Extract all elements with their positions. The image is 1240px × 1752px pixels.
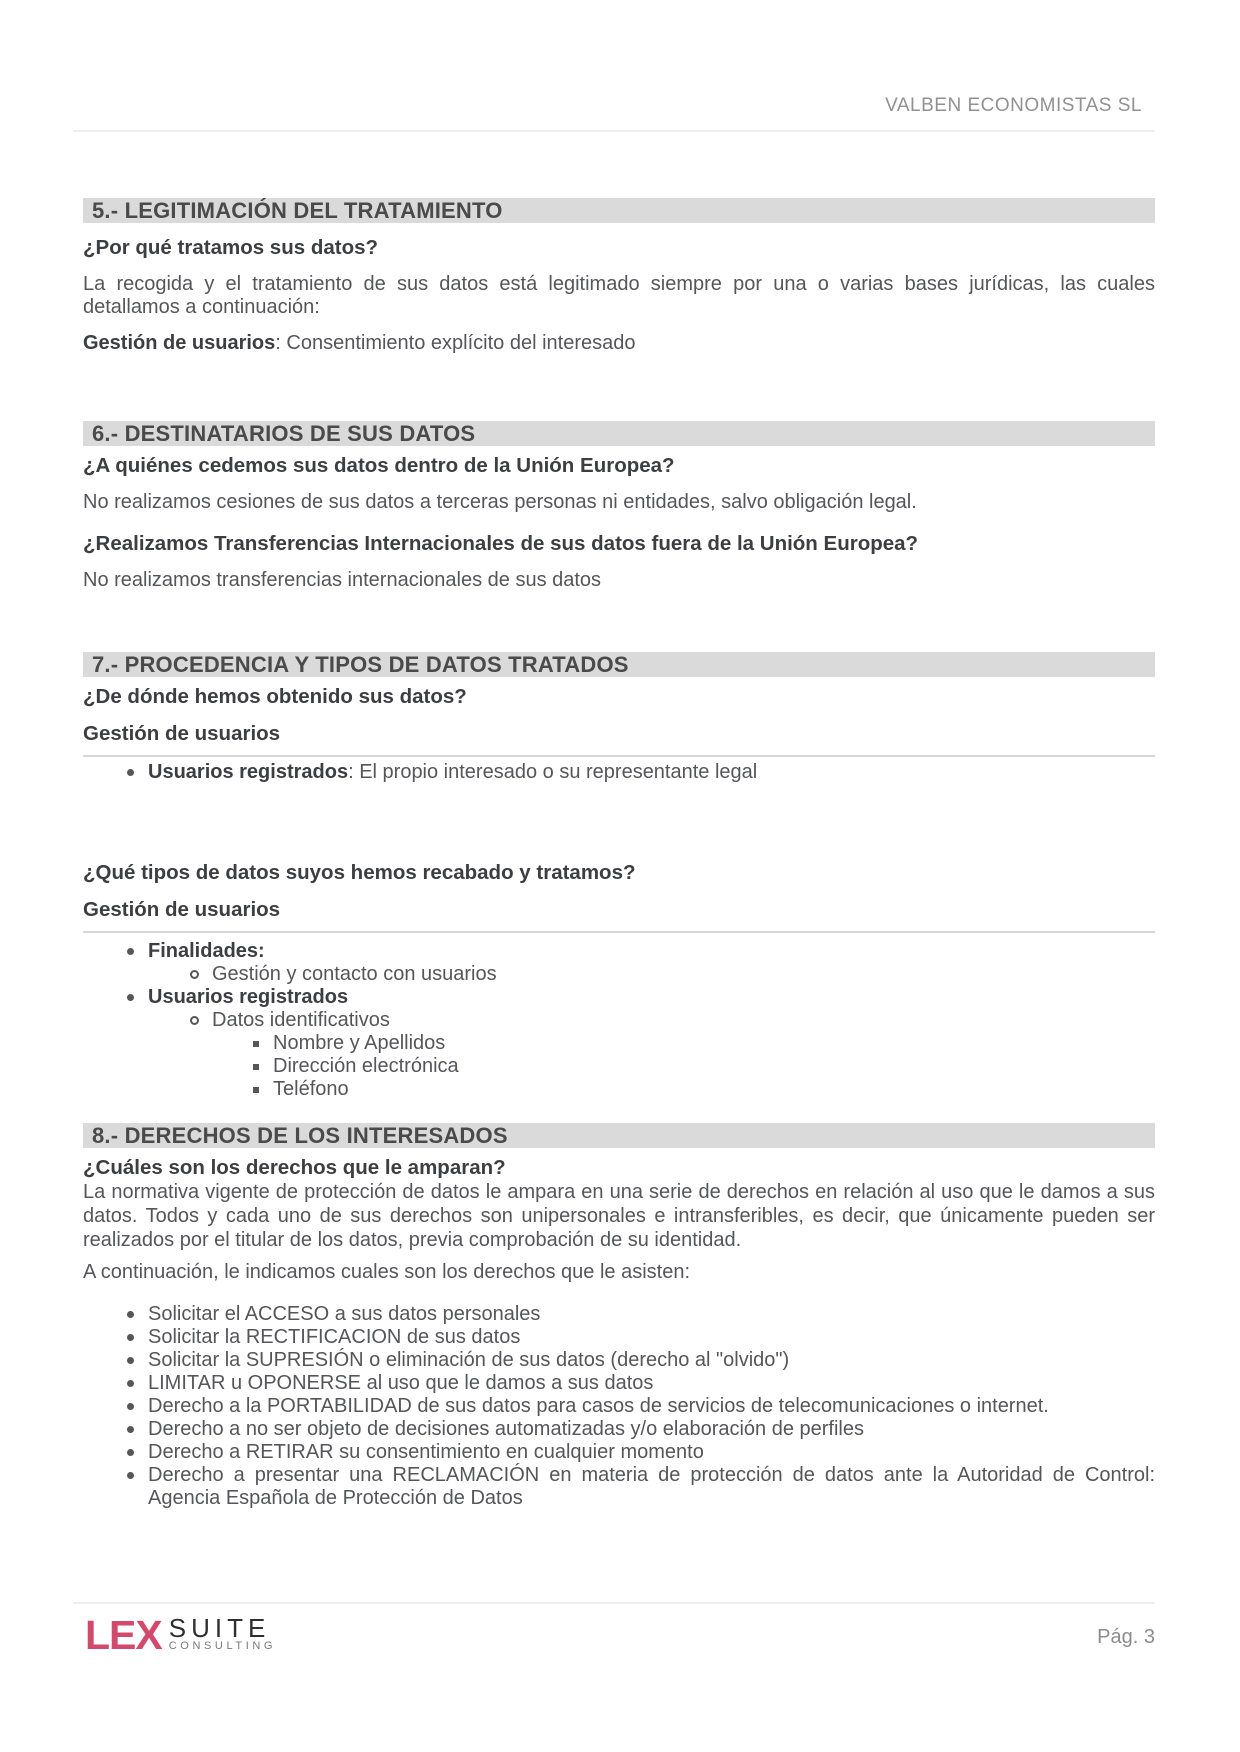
section-8-paragraph-1: La normativa vigente de protección de datos le ampara en una serie de derechos en relación al uso que le damos a sus datos. Todos y cada uno de sus derechos son unipersonales e intransferibles, es decir, que únicamente pueden ser realizados por el titular de los datos, previa comprobación de su identidad. (83, 1181, 1155, 1251)
section-7-title-bar (83, 652, 1155, 677)
list-item (83, 1078, 1155, 1101)
data-types-list (83, 940, 1155, 1101)
usuarios-label: Usuarios registrados (148, 986, 349, 1008)
section-5-question: ¿Por qué tratamos sus datos? (83, 236, 379, 259)
logo-right-block (168, 1613, 277, 1652)
bullet-dot-icon (127, 1380, 134, 1387)
finalidades-item: Gestión y contacto con usuarios (212, 963, 497, 985)
logo-consulting-text: CONSULTING (168, 1640, 277, 1652)
bullet-dot-icon (127, 994, 134, 1001)
company-header: VALBEN ECONOMISTAS SL (885, 95, 1142, 116)
bullet-circle-icon (190, 1016, 199, 1025)
bullet-square-icon (253, 1087, 259, 1093)
list-item (83, 1441, 1155, 1464)
rights-list (83, 1303, 1155, 1510)
section-5-entry-label: Gestión de usuarios (83, 332, 276, 354)
list-item (83, 1009, 1155, 1032)
section-6-paragraph-2: No realizamos transferencias internacionales de sus datos (83, 569, 602, 591)
datos-item: Dirección electrónica (273, 1055, 459, 1077)
bullet-square-icon (253, 1041, 259, 1047)
right-item: Solicitar el ACCESO a sus datos personales (148, 1303, 541, 1325)
datos-label: Datos identificativos (212, 1009, 390, 1031)
bullet-circle-icon (190, 970, 199, 979)
section-6-title: 6.- DESTINATARIOS DE SUS DATOS (92, 420, 476, 446)
bullet-dot-icon (127, 1334, 134, 1341)
section-6-paragraph-1: No realizamos cesiones de sus datos a terceras personas ni entidades, salvo obligación legal. (83, 491, 917, 513)
section-7-question-1: ¿De dónde hemos obtenido sus datos? (83, 685, 467, 708)
logo-lex-text: LEX (85, 1612, 162, 1658)
list-item (83, 1395, 1155, 1418)
bullet-dot-icon (127, 1472, 134, 1479)
section-8-paragraph-2: A continuación, le indicamos cuales son los derechos que le asisten: (83, 1261, 691, 1283)
section-5-entry-value: : Consentimiento explícito del interesado (275, 332, 636, 354)
section-6-question-1: ¿A quiénes cedemos sus datos dentro de la Unión Europea? (83, 454, 675, 477)
right-item: Derecho a no ser objeto de decisiones automatizadas y/o elaboración de perfiles (148, 1418, 864, 1440)
section-7-subheading-2: Gestión de usuarios (83, 898, 1155, 933)
list-item (83, 761, 1155, 784)
logo-suite-text: SUITE (168, 1613, 271, 1643)
list-item (83, 1326, 1155, 1349)
section-7-subheading-1: Gestión de usuarios (83, 722, 1155, 757)
finalidades-label: Finalidades: (148, 940, 265, 962)
section-6-title-bar (83, 421, 1155, 446)
list-item (83, 1032, 1155, 1055)
origin-entry-value: : El propio interesado o su representante legal (348, 761, 758, 783)
header-divider (73, 130, 1155, 132)
datos-item: Nombre y Apellidos (273, 1032, 446, 1054)
right-item: Derecho a RETIRAR su consentimiento en cualquier momento (148, 1441, 704, 1463)
bullet-dot-icon (127, 1449, 134, 1456)
datos-item: Teléfono (273, 1078, 349, 1100)
section-6-question-2: ¿Realizamos Transferencias Internacionales de sus datos fuera de la Unión Europea? (83, 532, 919, 555)
footer-divider (73, 1602, 1155, 1604)
bullet-dot-icon (127, 1311, 134, 1318)
list-item (83, 963, 1155, 986)
section-5-title-bar (83, 198, 1155, 223)
list-item (83, 1349, 1155, 1372)
section-8-question: ¿Cuáles son los derechos que le amparan? (83, 1156, 506, 1179)
list-item (83, 940, 1155, 963)
list-item (83, 1418, 1155, 1441)
right-item: Derecho a presentar una RECLAMACIÓN en materia de protección de datos ante la Autoridad de Control: Agencia Española de Protección de Datos (148, 1464, 1155, 1509)
bullet-dot-icon (127, 769, 134, 776)
bullet-dot-icon (127, 948, 134, 955)
bullet-square-icon (253, 1064, 259, 1070)
list-item (83, 986, 1155, 1009)
right-item: Derecho a la PORTABILIDAD de sus datos para casos de servicios de telecomunicaciones o internet. (148, 1395, 1049, 1417)
right-item: Solicitar la RECTIFICACION de sus datos (148, 1326, 521, 1348)
section-5-paragraph: La recogida y el tratamiento de sus datos está legitimado siempre por una o varias bases jurídicas, las cuales detallamos a continuación: (83, 273, 1155, 318)
bullet-dot-icon (127, 1403, 134, 1410)
origin-entry-label: Usuarios registrados (148, 761, 349, 783)
bullet-dot-icon (127, 1426, 134, 1433)
lexsuite-logo (85, 1612, 277, 1658)
bullet-dot-icon (127, 1357, 134, 1364)
section-8-title: 8.- DERECHOS DE LOS INTERESADOS (92, 1122, 508, 1148)
section-7-question-2: ¿Qué tipos de datos suyos hemos recabado y tratamos? (83, 861, 636, 884)
origin-entry (148, 761, 1155, 784)
page-number: Pág. 3 (1097, 1626, 1155, 1648)
list-item (83, 1303, 1155, 1326)
page-content (73, 95, 1155, 1510)
list-item (83, 1372, 1155, 1395)
section-7-title: 7.- PROCEDENCIA Y TIPOS DE DATOS TRATADOS (92, 651, 629, 677)
list-item (83, 1464, 1155, 1510)
list-item (83, 1055, 1155, 1078)
section-5-entry (83, 332, 1155, 355)
right-item: LIMITAR u OPONERSE al uso que le damos a sus datos (148, 1372, 654, 1394)
section-5-title: 5.- LEGITIMACIÓN DEL TRATAMIENTO (92, 197, 503, 223)
section-8-title-bar (83, 1123, 1155, 1148)
right-item: Solicitar la SUPRESIÓN o eliminación de sus datos (derecho al "olvido") (148, 1349, 790, 1371)
